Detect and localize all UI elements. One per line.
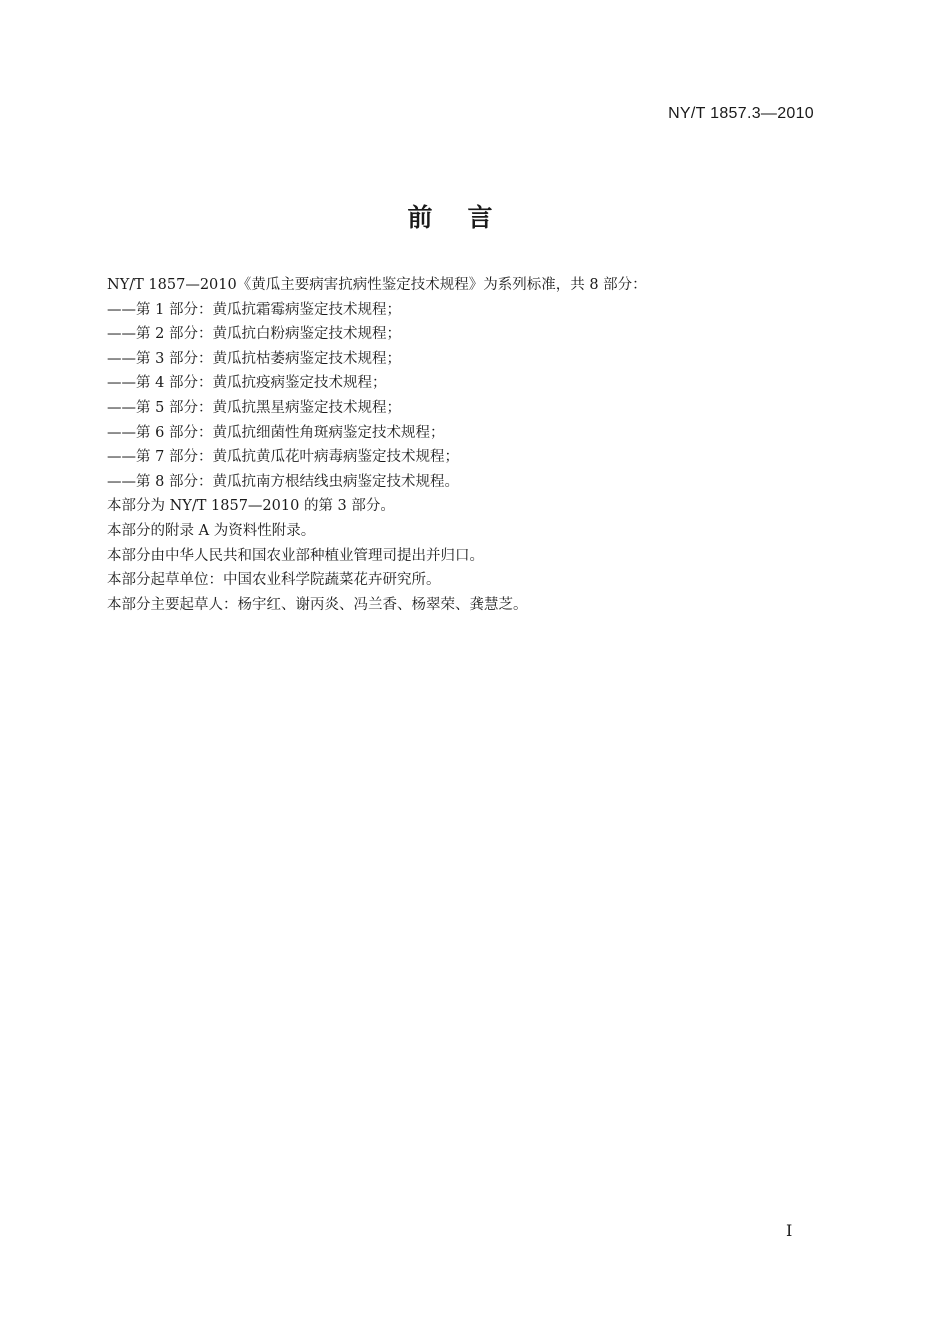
part-statement-line: 本部分为 NY/T 1857—2010 的第 3 部分。 xyxy=(107,498,395,515)
part-list-item: ——第 1 部分：黄瓜抗霜霉病鉴定技术规程； xyxy=(107,301,401,318)
part-list-item: ——第 4 部分：黄瓜抗疫病鉴定技术规程； xyxy=(107,375,387,392)
part-list-item: ——第 3 部分：黄瓜抗枯萎病鉴定技术规程； xyxy=(107,350,401,367)
part-list-item: ——第 8 部分：黄瓜抗南方根结线虫病鉴定技术规程。 xyxy=(107,473,459,490)
page-title: 前言 xyxy=(407,203,528,232)
proposer-line: 本部分由中华人民共和国农业部种植业管理司提出并归口。 xyxy=(107,547,484,564)
preface-body xyxy=(107,273,727,617)
part-list-item: ——第 2 部分：黄瓜抗白粉病鉴定技术规程； xyxy=(107,326,401,343)
page-number: I xyxy=(786,1221,793,1240)
drafting-unit-line: 本部分起草单位：中国农业科学院蔬菜花卉研究所。 xyxy=(107,572,441,589)
part-list-item: ——第 6 部分：黄瓜抗细菌性角斑病鉴定技术规程； xyxy=(107,424,445,441)
series-intro-line: NY/T 1857—2010《黄瓜主要病害抗病性鉴定技术规程》为系列标准，共 8 部分： xyxy=(107,277,647,293)
standard-code: NY/T 1857.3—2010 xyxy=(668,105,814,122)
drafters-line: 本部分主要起草人：杨宇红、谢丙炎、冯兰香、杨翠荣、龚慧芝。 xyxy=(107,596,528,613)
part-list-item: ——第 7 部分：黄瓜抗黄瓜花叶病毒病鉴定技术规程； xyxy=(107,449,459,466)
appendix-note-line: 本部分的附录 A 为资料性附录。 xyxy=(107,522,316,539)
part-list-item: ——第 5 部分：黄瓜抗黑星病鉴定技术规程； xyxy=(107,399,401,416)
